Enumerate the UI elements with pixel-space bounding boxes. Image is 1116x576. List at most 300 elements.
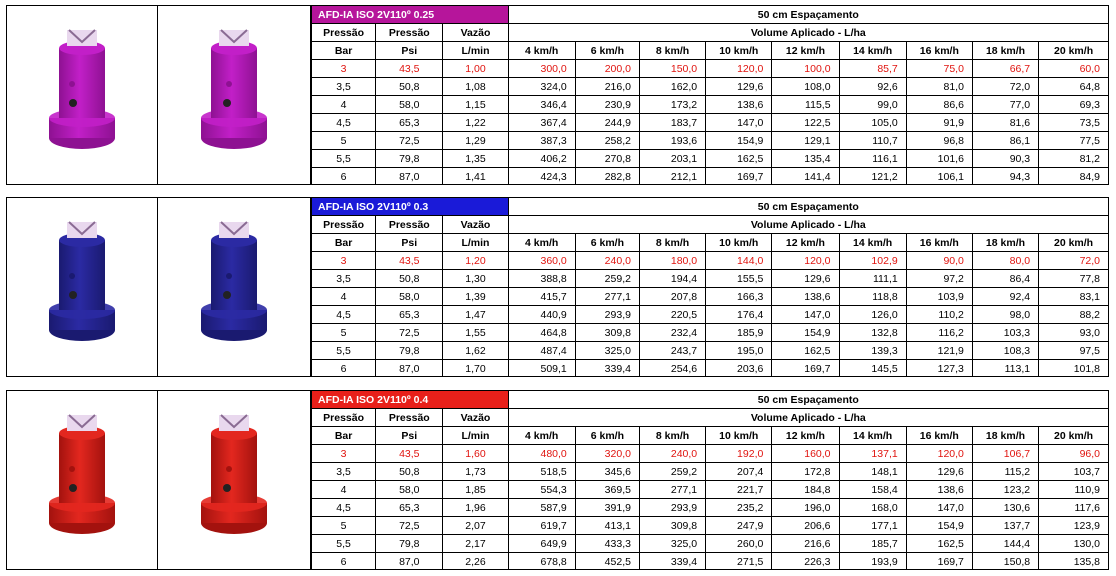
table-cell: 206,6 (772, 517, 839, 535)
table-cell: 126,0 (839, 306, 906, 324)
table-cell: 162,5 (906, 535, 972, 553)
table-cell: 169,7 (906, 553, 972, 571)
table-cell: 235,2 (706, 499, 772, 517)
header-row (312, 409, 1109, 427)
flow-rate-table (311, 6, 1108, 185)
table-row (312, 252, 1109, 270)
table-cell: 105,0 (839, 114, 906, 132)
table-cell: 293,9 (639, 499, 705, 517)
table-cell: 258,2 (575, 132, 639, 150)
table-cell: 480,0 (508, 445, 575, 463)
table-cell: 3 (312, 60, 376, 78)
speed-header: 8 km/h (639, 234, 705, 252)
table-cell: 86,4 (972, 270, 1038, 288)
nozzle-image-front (7, 198, 158, 376)
table-cell: 1,60 (443, 445, 508, 463)
table-cell: 282,8 (575, 168, 639, 186)
nozzle-model-title: AFD-IA ISO 2V110º 0.4 (312, 391, 509, 409)
table-cell: 325,0 (639, 535, 705, 553)
table-cell: 150,0 (639, 60, 705, 78)
column-header: Vazão (443, 409, 508, 427)
table-cell: 259,2 (575, 270, 639, 288)
nozzle-illustration (7, 391, 157, 569)
speed-header: 12 km/h (772, 234, 839, 252)
table-row (312, 481, 1109, 499)
table-cell: 101,8 (1039, 360, 1108, 378)
table-cell: 259,2 (639, 463, 705, 481)
table-cell: 177,1 (839, 517, 906, 535)
unit-row (312, 234, 1109, 252)
nozzle-model-title: AFD-IA ISO 2V110º 0.25 (312, 6, 509, 24)
table-cell: 325,0 (575, 342, 639, 360)
table-cell: 207,4 (706, 463, 772, 481)
table-cell: 5,5 (312, 342, 376, 360)
table-cell: 6 (312, 360, 376, 378)
table-cell: 369,5 (575, 481, 639, 499)
table-cell: 103,7 (1039, 463, 1108, 481)
table-cell: 138,6 (906, 481, 972, 499)
table-cell: 424,3 (508, 168, 575, 186)
speed-header: 16 km/h (906, 42, 972, 60)
nozzle-image-front (7, 391, 158, 569)
table-cell: 240,0 (639, 445, 705, 463)
table-cell: 196,0 (772, 499, 839, 517)
table-cell: 1,55 (443, 324, 508, 342)
table-cell: 433,3 (575, 535, 639, 553)
table-cell: 212,1 (639, 168, 705, 186)
table-cell: 1,35 (443, 150, 508, 168)
table-cell: 367,4 (508, 114, 575, 132)
table-cell: 102,9 (839, 252, 906, 270)
table-cell: 144,0 (706, 252, 772, 270)
table-cell: 72,5 (376, 517, 443, 535)
speed-header: 8 km/h (639, 427, 705, 445)
table-cell: 293,9 (575, 306, 639, 324)
table-cell: 185,9 (706, 324, 772, 342)
speed-header: 20 km/h (1039, 42, 1108, 60)
table-cell: 129,6 (706, 78, 772, 96)
table-cell: 4 (312, 96, 376, 114)
table-cell: 80,0 (972, 252, 1038, 270)
table-cell: 110,9 (1039, 481, 1108, 499)
table-cell: 173,2 (639, 96, 705, 114)
table-cell: 90,0 (906, 252, 972, 270)
table-cell: 1,20 (443, 252, 508, 270)
table-row (312, 114, 1109, 132)
table-cell: 72,0 (972, 78, 1038, 96)
table-cell: 2,07 (443, 517, 508, 535)
column-header: Pressão (376, 216, 443, 234)
table-cell: 1,62 (443, 342, 508, 360)
table-cell: 193,9 (839, 553, 906, 571)
table-row (312, 270, 1109, 288)
table-cell: 271,5 (706, 553, 772, 571)
table-cell: 111,1 (839, 270, 906, 288)
table-cell: 587,9 (508, 499, 575, 517)
table-cell: 185,7 (839, 535, 906, 553)
spacing-header: 50 cm Espaçamento (508, 6, 1108, 24)
table-cell: 220,5 (639, 306, 705, 324)
speed-header: 12 km/h (772, 427, 839, 445)
title-row (312, 391, 1109, 409)
table-cell: 464,8 (508, 324, 575, 342)
table-cell: 113,1 (972, 360, 1038, 378)
table-cell: 183,7 (639, 114, 705, 132)
table-cell: 121,2 (839, 168, 906, 186)
table-cell: 148,1 (839, 463, 906, 481)
unit-header: L/min (443, 427, 508, 445)
table-cell: 138,6 (772, 288, 839, 306)
table-cell: 195,0 (706, 342, 772, 360)
table-cell: 72,5 (376, 132, 443, 150)
table-cell: 50,8 (376, 463, 443, 481)
table-cell: 3 (312, 252, 376, 270)
table-cell: 83,1 (1039, 288, 1108, 306)
table-cell: 487,4 (508, 342, 575, 360)
header-row (312, 216, 1109, 234)
table-cell: 91,9 (906, 114, 972, 132)
speed-header: 18 km/h (972, 42, 1038, 60)
table-cell: 244,9 (575, 114, 639, 132)
table-cell: 43,5 (376, 445, 443, 463)
table-cell: 147,0 (706, 114, 772, 132)
table-cell: 137,7 (972, 517, 1038, 535)
speed-header: 10 km/h (706, 42, 772, 60)
table-cell: 69,3 (1039, 96, 1108, 114)
table-cell: 2,26 (443, 553, 508, 571)
table-cell: 58,0 (376, 96, 443, 114)
table-cell: 207,8 (639, 288, 705, 306)
table-cell: 194,4 (639, 270, 705, 288)
nozzle-illustration (158, 198, 310, 376)
table-cell: 345,6 (575, 463, 639, 481)
table-cell: 60,0 (1039, 60, 1108, 78)
table-cell: 1,22 (443, 114, 508, 132)
table-cell: 147,0 (772, 306, 839, 324)
table-row (312, 78, 1109, 96)
table-cell: 4 (312, 481, 376, 499)
table-cell: 97,2 (906, 270, 972, 288)
nozzle-table-block (6, 5, 1109, 185)
table-row (312, 288, 1109, 306)
speed-header: 16 km/h (906, 427, 972, 445)
speed-header: 14 km/h (839, 234, 906, 252)
table-cell: 3,5 (312, 463, 376, 481)
table-cell: 270,8 (575, 150, 639, 168)
table-cell: 120,0 (772, 252, 839, 270)
table-row (312, 535, 1109, 553)
table-cell: 72,0 (1039, 252, 1108, 270)
table-cell: 3,5 (312, 78, 376, 96)
table-cell: 87,0 (376, 360, 443, 378)
table-cell: 92,6 (839, 78, 906, 96)
speed-header: 8 km/h (639, 42, 705, 60)
table-cell: 123,2 (972, 481, 1038, 499)
table-row (312, 517, 1109, 535)
table-cell: 120,0 (906, 445, 972, 463)
table-cell: 97,5 (1039, 342, 1108, 360)
table-cell: 415,7 (508, 288, 575, 306)
table-cell: 108,0 (772, 78, 839, 96)
table-cell: 87,0 (376, 553, 443, 571)
table-cell: 5 (312, 132, 376, 150)
table-cell: 277,1 (639, 481, 705, 499)
table-cell: 120,0 (706, 60, 772, 78)
table-cell: 93,0 (1039, 324, 1108, 342)
table-cell: 2,17 (443, 535, 508, 553)
table-cell: 84,9 (1039, 168, 1108, 186)
table-cell: 129,6 (906, 463, 972, 481)
table-cell: 1,08 (443, 78, 508, 96)
table-cell: 200,0 (575, 60, 639, 78)
table-cell: 130,0 (1039, 535, 1108, 553)
table-cell: 309,8 (575, 324, 639, 342)
table-cell: 121,9 (906, 342, 972, 360)
table-cell: 162,5 (772, 342, 839, 360)
header-row (312, 24, 1109, 42)
column-header: Pressão (312, 24, 376, 42)
table-cell: 243,7 (639, 342, 705, 360)
table-cell: 162,0 (639, 78, 705, 96)
table-cell: 300,0 (508, 60, 575, 78)
table-cell: 452,5 (575, 553, 639, 571)
table-cell: 3 (312, 445, 376, 463)
table-cell: 122,5 (772, 114, 839, 132)
table-cell: 203,1 (639, 150, 705, 168)
table-cell: 72,5 (376, 324, 443, 342)
table-row (312, 360, 1109, 378)
table-cell: 127,3 (906, 360, 972, 378)
table-cell: 154,9 (706, 132, 772, 150)
table-cell: 129,1 (772, 132, 839, 150)
speed-header: 6 km/h (575, 42, 639, 60)
table-cell: 324,0 (508, 78, 575, 96)
table-cell: 85,7 (839, 60, 906, 78)
table-cell: 141,4 (772, 168, 839, 186)
table-cell: 98,0 (972, 306, 1038, 324)
table-cell: 108,3 (972, 342, 1038, 360)
table-cell: 64,8 (1039, 78, 1108, 96)
table-cell: 413,1 (575, 517, 639, 535)
column-header: Pressão (312, 409, 376, 427)
table-cell: 339,4 (639, 553, 705, 571)
table-cell: 123,9 (1039, 517, 1108, 535)
table-cell: 77,8 (1039, 270, 1108, 288)
speed-header: 12 km/h (772, 42, 839, 60)
table-cell: 137,1 (839, 445, 906, 463)
table-cell: 92,4 (972, 288, 1038, 306)
table-cell: 144,4 (972, 535, 1038, 553)
table-cell: 4,5 (312, 306, 376, 324)
table-cell: 172,8 (772, 463, 839, 481)
table-cell: 86,6 (906, 96, 972, 114)
table-cell: 66,7 (972, 60, 1038, 78)
volume-header: Volume Aplicado - L/ha (508, 24, 1108, 42)
title-row (312, 198, 1109, 216)
table-cell: 240,0 (575, 252, 639, 270)
table-cell: 116,2 (906, 324, 972, 342)
table-cell: 3,5 (312, 270, 376, 288)
column-header: Vazão (443, 216, 508, 234)
speed-header: 10 km/h (706, 234, 772, 252)
table-cell: 4,5 (312, 499, 376, 517)
unit-header: Bar (312, 42, 376, 60)
table-cell: 88,2 (1039, 306, 1108, 324)
column-header: Pressão (376, 409, 443, 427)
table-cell: 309,8 (639, 517, 705, 535)
table-cell: 154,9 (772, 324, 839, 342)
table-cell: 387,3 (508, 132, 575, 150)
table-cell: 221,7 (706, 481, 772, 499)
table-cell: 4 (312, 288, 376, 306)
table-cell: 5 (312, 324, 376, 342)
table-cell: 100,0 (772, 60, 839, 78)
unit-header: Psi (376, 42, 443, 60)
table-cell: 96,8 (906, 132, 972, 150)
table-cell: 1,70 (443, 360, 508, 378)
speed-header: 18 km/h (972, 427, 1038, 445)
table-cell: 132,8 (839, 324, 906, 342)
table-cell: 77,0 (972, 96, 1038, 114)
table-cell: 5,5 (312, 535, 376, 553)
table-cell: 94,3 (972, 168, 1038, 186)
nozzle-image-front (7, 6, 158, 184)
table-cell: 96,0 (1039, 445, 1108, 463)
table-cell: 79,8 (376, 535, 443, 553)
table-cell: 169,7 (706, 168, 772, 186)
table-cell: 139,3 (839, 342, 906, 360)
unit-header: Bar (312, 234, 376, 252)
table-cell: 87,0 (376, 168, 443, 186)
table-cell: 406,2 (508, 150, 575, 168)
table-cell: 162,5 (706, 150, 772, 168)
nozzle-model-title: AFD-IA ISO 2V110º 0.3 (312, 198, 509, 216)
table-cell: 649,9 (508, 535, 575, 553)
table-cell: 6 (312, 553, 376, 571)
unit-header: Psi (376, 427, 443, 445)
table-cell: 79,8 (376, 342, 443, 360)
spacing-header: 50 cm Espaçamento (508, 391, 1108, 409)
table-cell: 130,6 (972, 499, 1038, 517)
table-cell: 106,1 (906, 168, 972, 186)
table-cell: 110,2 (906, 306, 972, 324)
table-cell: 277,1 (575, 288, 639, 306)
table-cell: 320,0 (575, 445, 639, 463)
nozzle-illustration (7, 198, 157, 376)
nozzle-image-side (158, 391, 311, 569)
unit-header: L/min (443, 42, 508, 60)
table-cell: 129,6 (772, 270, 839, 288)
table-cell: 180,0 (639, 252, 705, 270)
table-cell: 346,4 (508, 96, 575, 114)
table-cell: 193,6 (639, 132, 705, 150)
table-cell: 192,0 (706, 445, 772, 463)
table-cell: 135,8 (1039, 553, 1108, 571)
speed-header: 18 km/h (972, 234, 1038, 252)
table-cell: 145,5 (839, 360, 906, 378)
speed-header: 4 km/h (508, 234, 575, 252)
table-cell: 73,5 (1039, 114, 1108, 132)
table-cell: 75,0 (906, 60, 972, 78)
table-cell: 554,3 (508, 481, 575, 499)
table-cell: 110,7 (839, 132, 906, 150)
table-cell: 106,7 (972, 445, 1038, 463)
speed-header: 20 km/h (1039, 234, 1108, 252)
spacing-header: 50 cm Espaçamento (508, 198, 1108, 216)
table-cell: 43,5 (376, 60, 443, 78)
table-cell: 6 (312, 168, 376, 186)
table-cell: 509,1 (508, 360, 575, 378)
table-cell: 138,6 (706, 96, 772, 114)
table-cell: 43,5 (376, 252, 443, 270)
table-cell: 168,0 (839, 499, 906, 517)
speed-header: 6 km/h (575, 234, 639, 252)
table-cell: 58,0 (376, 481, 443, 499)
table-cell: 260,0 (706, 535, 772, 553)
unit-row (312, 42, 1109, 60)
table-row (312, 324, 1109, 342)
table-cell: 81,2 (1039, 150, 1108, 168)
flow-rate-table (311, 198, 1108, 377)
table-row (312, 342, 1109, 360)
table-cell: 1,85 (443, 481, 508, 499)
table-cell: 116,1 (839, 150, 906, 168)
table-cell: 216,6 (772, 535, 839, 553)
nozzle-illustration (7, 6, 157, 184)
column-header: Vazão (443, 24, 508, 42)
speed-header: 4 km/h (508, 427, 575, 445)
nozzle-illustration (158, 6, 310, 184)
flow-rate-table (311, 391, 1108, 570)
table-cell: 99,0 (839, 96, 906, 114)
table-row (312, 553, 1109, 571)
table-cell: 81,0 (906, 78, 972, 96)
nozzle-table-block (6, 197, 1109, 377)
table-cell: 518,5 (508, 463, 575, 481)
title-row (312, 6, 1109, 24)
unit-header: L/min (443, 234, 508, 252)
speed-header: 14 km/h (839, 42, 906, 60)
table-cell: 115,2 (972, 463, 1038, 481)
table-cell: 150,8 (972, 553, 1038, 571)
speed-header: 16 km/h (906, 234, 972, 252)
table-cell: 1,96 (443, 499, 508, 517)
table-cell: 1,73 (443, 463, 508, 481)
table-row (312, 463, 1109, 481)
table-cell: 79,8 (376, 150, 443, 168)
unit-header: Psi (376, 234, 443, 252)
speed-header: 10 km/h (706, 427, 772, 445)
table-row (312, 306, 1109, 324)
table-row (312, 168, 1109, 186)
table-cell: 184,8 (772, 481, 839, 499)
table-row (312, 499, 1109, 517)
table-cell: 158,4 (839, 481, 906, 499)
nozzle-image-side (158, 198, 311, 376)
column-header: Pressão (376, 24, 443, 42)
speed-header: 6 km/h (575, 427, 639, 445)
table-cell: 58,0 (376, 288, 443, 306)
table-cell: 77,5 (1039, 132, 1108, 150)
table-cell: 65,3 (376, 306, 443, 324)
table-cell: 65,3 (376, 499, 443, 517)
table-cell: 103,3 (972, 324, 1038, 342)
nozzle-illustration (158, 391, 310, 569)
table-cell: 339,4 (575, 360, 639, 378)
table-cell: 440,9 (508, 306, 575, 324)
speed-header: 14 km/h (839, 427, 906, 445)
table-cell: 1,00 (443, 60, 508, 78)
